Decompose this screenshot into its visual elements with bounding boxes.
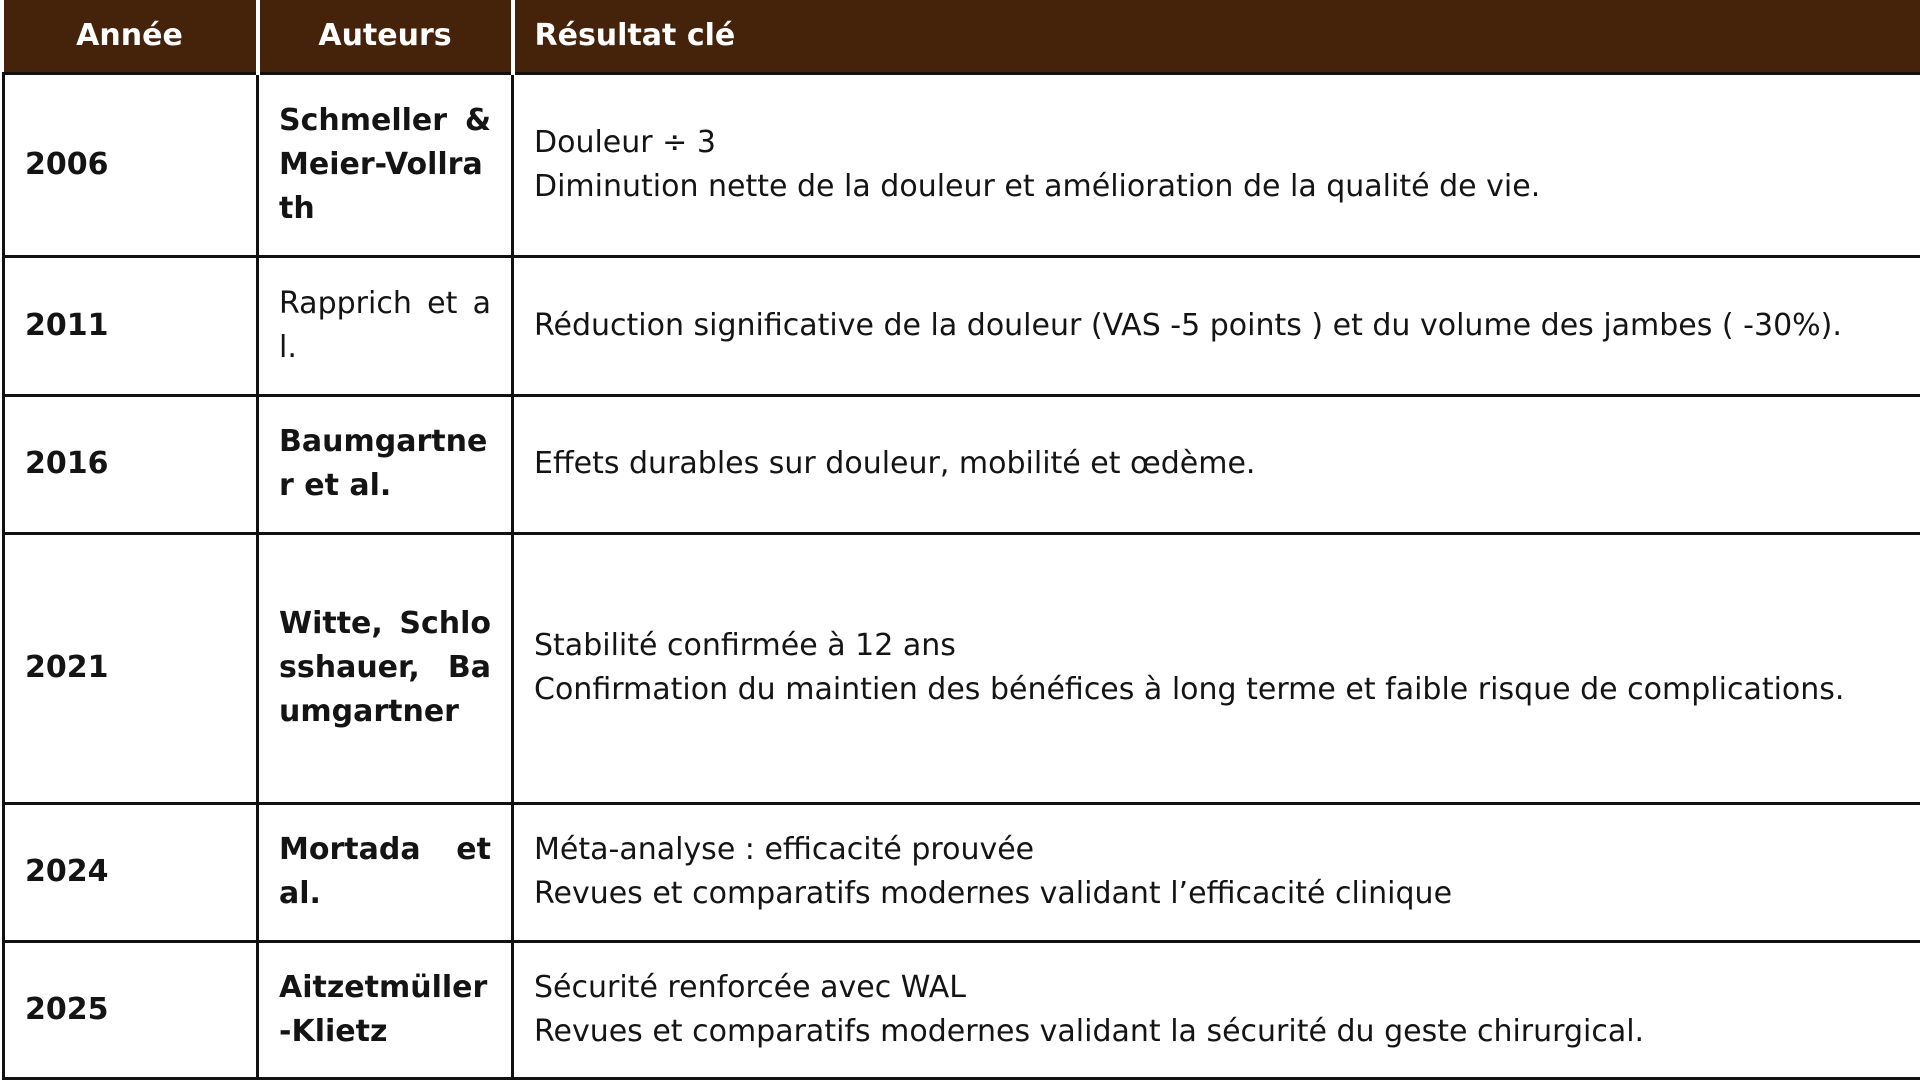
cell-year: 2016 bbox=[4, 395, 258, 533]
header-year: Année bbox=[4, 0, 258, 73]
result-line: Méta-analyse : efficacité prouvée bbox=[534, 832, 1035, 867]
studies-table bbox=[2, 0, 1920, 1080]
result-line: Confirmation du maintien des bénéfices à long terme et faible risque de complications. bbox=[534, 672, 1845, 707]
cell-year: 2024 bbox=[4, 803, 258, 941]
cell-result bbox=[513, 73, 1920, 256]
cell-result bbox=[513, 533, 1920, 803]
cell-authors: Rapprich et al. bbox=[258, 256, 513, 395]
cell-year: 2006 bbox=[4, 73, 258, 256]
table-row bbox=[4, 395, 1920, 533]
cell-result bbox=[513, 803, 1920, 941]
result-line: Sécurité renforcée avec WAL bbox=[534, 969, 966, 1005]
cell-authors: Aitzetmüller-Klietz bbox=[258, 941, 513, 1078]
header-authors: Auteurs bbox=[258, 0, 513, 73]
header-result: Résultat clé bbox=[513, 0, 1920, 73]
table-header bbox=[4, 0, 1920, 73]
cell-year: 2011 bbox=[4, 256, 258, 395]
cell-authors: Mortada et al. bbox=[258, 803, 513, 941]
result-line: Réduction significative de la douleur (VAS -5 points ) et du volume des jambes ( -30%). bbox=[534, 307, 1842, 343]
result-line: Douleur ÷ 3 bbox=[534, 124, 716, 160]
cell-result bbox=[513, 395, 1920, 533]
cell-result bbox=[513, 941, 1920, 1078]
table-row bbox=[4, 533, 1920, 803]
cell-authors: Schmeller & Meier-Vollrath bbox=[258, 73, 513, 256]
table-row bbox=[4, 803, 1920, 941]
result-line: Diminution nette de la douleur et amélioration de la qualité de vie. bbox=[534, 168, 1541, 204]
table-row bbox=[4, 73, 1920, 256]
table-row bbox=[4, 941, 1920, 1078]
result-line: Stabilité confirmée à 12 ans bbox=[534, 628, 956, 663]
header-row bbox=[4, 0, 1920, 73]
cell-result bbox=[513, 256, 1920, 395]
result-line: Revues et comparatifs modernes validant la sécurité du geste chirurgical. bbox=[534, 1013, 1645, 1049]
cell-authors: Witte, Schlosshauer, Baumgartner bbox=[258, 533, 513, 803]
result-line: Revues et comparatifs modernes validant l’efficacité clinique bbox=[534, 876, 1453, 911]
cell-year: 2025 bbox=[4, 941, 258, 1078]
cell-year: 2021 bbox=[4, 533, 258, 803]
result-line: Effets durables sur douleur, mobilité et œdème. bbox=[534, 446, 1256, 481]
table-row bbox=[4, 256, 1920, 395]
cell-authors: Baumgartner et al. bbox=[258, 395, 513, 533]
